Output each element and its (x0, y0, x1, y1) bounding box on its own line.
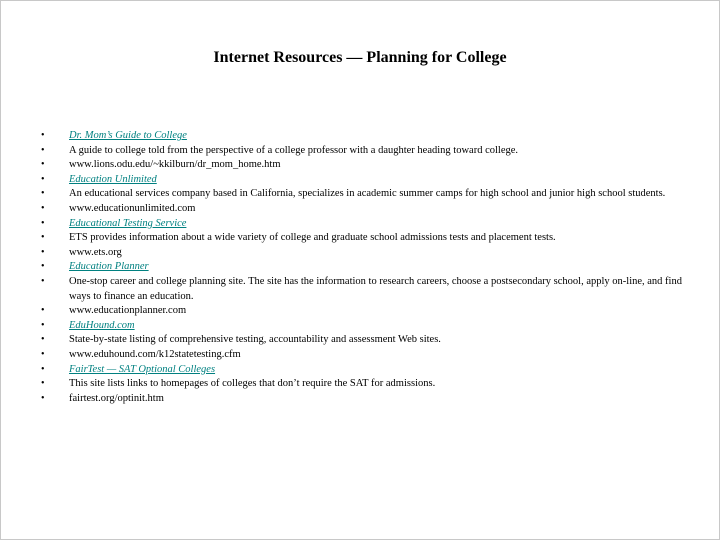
resource-description: State-by-state listing of comprehensive testing, accountability and assessment Web sites. (69, 334, 441, 346)
bullet-icon: • (41, 246, 45, 258)
list-item (41, 173, 705, 188)
resource-description: ETS provides information about a wide variety of college and graduate school admissions tests and placement tests. (69, 232, 556, 244)
list-item (41, 304, 705, 319)
resource-url: www.ets.org (69, 246, 122, 258)
list-item (41, 260, 705, 275)
resource-link[interactable]: Dr. Mom’s Guide to College (69, 130, 187, 141)
bullet-icon: • (41, 130, 45, 141)
resource-url: fairtest.org/optinit.htm (69, 392, 164, 404)
list-item (41, 377, 705, 392)
list-item (41, 333, 705, 348)
list-item (41, 129, 705, 144)
list-item (41, 158, 705, 173)
bullet-icon: • (41, 363, 45, 375)
list-item (41, 275, 705, 304)
resource-description: This site lists links to homepages of colleges that don’t require the SAT for admissions. (69, 378, 436, 390)
list-item (41, 363, 705, 378)
bullet-icon: • (41, 232, 45, 244)
bullet-icon: • (41, 144, 45, 156)
resource-list (41, 129, 705, 406)
list-item (41, 231, 705, 246)
resource-description: One-stop career and college planning site. The site has the information to research careers, choose a postsecondary school, apply on-line, and find ways to finance an education. (69, 275, 682, 302)
bullet-icon: • (41, 334, 45, 346)
bullet-icon: • (41, 319, 45, 331)
list-item (41, 348, 705, 363)
list-item (41, 202, 705, 217)
bullet-icon: • (41, 392, 45, 404)
bullet-icon: • (41, 202, 45, 214)
resource-url: www.lions.odu.edu/~kkilburn/dr_mom_home.htm (69, 159, 281, 171)
resource-link[interactable]: Education Planner (69, 261, 149, 273)
list-item (41, 319, 705, 334)
bullet-icon: • (41, 378, 45, 390)
bullet-icon: • (41, 261, 45, 273)
page-title: Internet Resources — Planning for College (213, 49, 507, 66)
bullet-icon: • (41, 159, 45, 171)
list-item (41, 144, 705, 159)
resource-description: An educational services company based in California, specializes in academic summer camps for high school and junior high school students. (69, 188, 666, 200)
bullet-icon: • (41, 348, 45, 360)
list-item (41, 187, 705, 202)
bullet-icon: • (41, 173, 45, 185)
bullet-icon: • (41, 305, 45, 317)
bullet-icon: • (41, 275, 45, 287)
resource-url: www.eduhound.com/k12statetesting.cfm (69, 348, 241, 360)
resource-url: www.educationunlimited.com (69, 202, 196, 214)
resource-url: www.educationplanner.com (69, 305, 187, 317)
resource-link[interactable]: FairTest — SAT Optional Colleges (69, 363, 216, 375)
list-item (41, 217, 705, 232)
resource-description: A guide to college told from the perspective of a college professor with a daughter heading toward college. (69, 144, 519, 156)
bullet-icon: • (41, 217, 45, 229)
list-item (41, 392, 705, 407)
bullet-icon: • (41, 188, 45, 200)
resource-link[interactable]: Education Unlimited (69, 173, 157, 185)
resource-link[interactable]: Educational Testing Service (69, 217, 187, 229)
list-item (41, 246, 705, 261)
resource-link[interactable]: EduHound.com (69, 319, 135, 331)
